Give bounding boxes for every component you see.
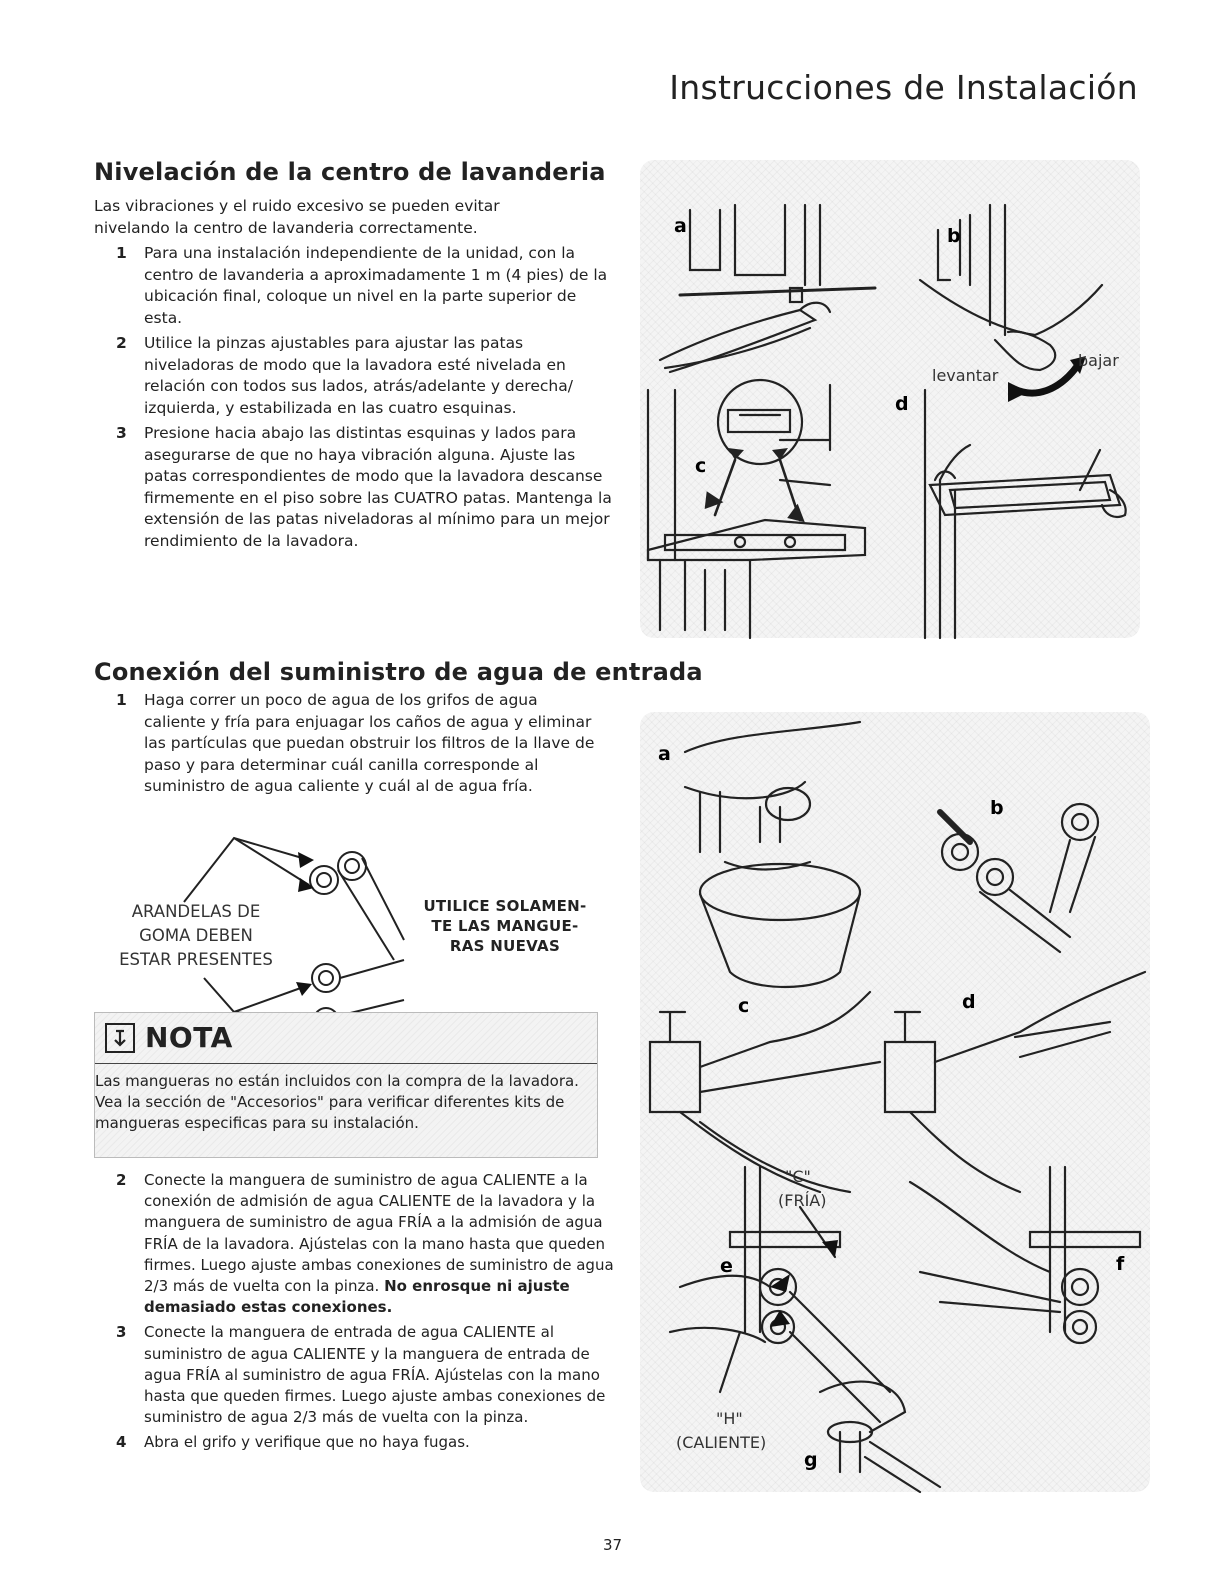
cold-code-label: "C" bbox=[785, 1167, 811, 1186]
raise-label: levantar bbox=[932, 366, 999, 385]
hot-word-label: (CALIENTE) bbox=[676, 1433, 767, 1452]
cold-word-label: (FRÍA) bbox=[778, 1191, 827, 1210]
leveling-step-3: 3 Presione hacia abajo las distintas esquinas y lados para asegurarse de que no haya vibración alguna. Ajuste las patas correspondientes de modo que la lavadora descanse firmemente en el piso sobre las CUATRO patas. Mantenga la extensión de las patas niveladoras al mínimo para un mejor rendimiento de la lavadora. bbox=[116, 424, 612, 550]
water-label-b: b bbox=[990, 797, 1004, 819]
water-step-1: 1 Haga correr un poco de agua de los grifos de agua caliente y fría para enjuagar los caños de agua y eliminar las partículas que puedan obstruir los filtros de la llave de paso y para determinar cuál canilla corresponde al suministro de agua caliente y cuál al de agua fría. bbox=[116, 691, 595, 795]
leveling-intro: Las vibraciones y el ruido excesivo se pueden evitar nivelando la centro de lavanderia correctamente. bbox=[94, 197, 500, 237]
hot-code-label: "H" bbox=[716, 1409, 743, 1428]
leveling-illustration bbox=[640, 160, 1140, 638]
note-icon bbox=[105, 1023, 135, 1053]
leveling-step-2: 2 Utilice la pinzas ajustables para ajustar las patas niveladoras de modo que la lavadora esté nivelada en relación con todos sus lados, atrás/adelante y derecha/ izquierda, y estabilizada en las cuatro esquinas. bbox=[116, 334, 573, 417]
water-label-g: g bbox=[804, 1449, 818, 1471]
leveling-title: Nivelación de la centro de lavanderia bbox=[94, 158, 606, 186]
water-label-d: d bbox=[962, 991, 976, 1013]
page-title: Instrucciones de Instalación bbox=[669, 68, 1138, 107]
water-step-1-list bbox=[94, 690, 604, 802]
water-steps bbox=[94, 1170, 614, 1458]
lower-label: bajar bbox=[1078, 351, 1119, 370]
leveling-steps bbox=[94, 243, 614, 556]
water-step-2: 2 Conecte la manguera de suministro de agua CALIENTE a la conexión de admisión de agua CALIENTE de la lavadora y la manguera de suministro de agua FRÍA a la admisión de agua FRÍA de la lavadora. Ajústelas con la mano hasta que queden firmes. Luego ajuste ambas conexiones de suministro de agua 2/3 más de vuelta con la pinza. No enrosque ni ajuste demasiado estas conexiones. bbox=[116, 1171, 614, 1317]
water-label-c: c bbox=[738, 995, 750, 1017]
water-connection-drawing bbox=[640, 712, 1150, 1492]
water-connection-illustration bbox=[640, 712, 1150, 1492]
leveling-label-d: d bbox=[895, 393, 909, 415]
note-box bbox=[94, 1012, 598, 1158]
page-number: 37 bbox=[603, 1536, 623, 1554]
note-text: Las mangueras no están incluidos con la compra de la lavadora. Vea la sección de "Accesorios" para verificar diferentes kits de mangueras especificas para su instalación. bbox=[95, 1072, 579, 1132]
water-label-e: e bbox=[720, 1255, 733, 1277]
water-step-3: 3 Conecte la manguera de entrada de agua CALIENTE al suministro de agua CALIENTE y la manguera de entrada de agua FRÍA al suministro de agua FRÍA. Ajústelas con la mano hasta que queden firmes. Luego ajuste ambas conexiones de suministro de agua 2/3 más de vuelta con la pinza. bbox=[116, 1323, 606, 1427]
leveling-step-1: 1 Para una instalación independiente de la unidad, con la centro de lavanderia a aproximadamente 1 m (4 pies) de la ubicación final, coloque un nivel en la parte superior de esta. bbox=[116, 244, 608, 327]
note-divider bbox=[95, 1063, 597, 1064]
water-label-f: f bbox=[1116, 1253, 1125, 1275]
note-title: NOTA bbox=[145, 1021, 233, 1054]
washers-callout: ARANDELAS DE GOMA DEBEN ESTAR PRESENTES bbox=[119, 902, 273, 969]
water-step-4: 4 Abra el grifo y verifique que no haya fugas. bbox=[116, 1433, 470, 1452]
leveling-label-c: c bbox=[695, 455, 707, 477]
leveling-label-a: a bbox=[674, 215, 687, 237]
new-hoses-warning: UTILICE SOLAMEN- TE LAS MANGUE- RAS NUEVAS bbox=[423, 897, 587, 955]
water-title: Conexión del suministro de agua de entrada bbox=[94, 658, 703, 686]
leveling-drawing bbox=[640, 160, 1140, 638]
leveling-label-b: b bbox=[947, 225, 961, 247]
water-label-a: a bbox=[658, 743, 671, 765]
